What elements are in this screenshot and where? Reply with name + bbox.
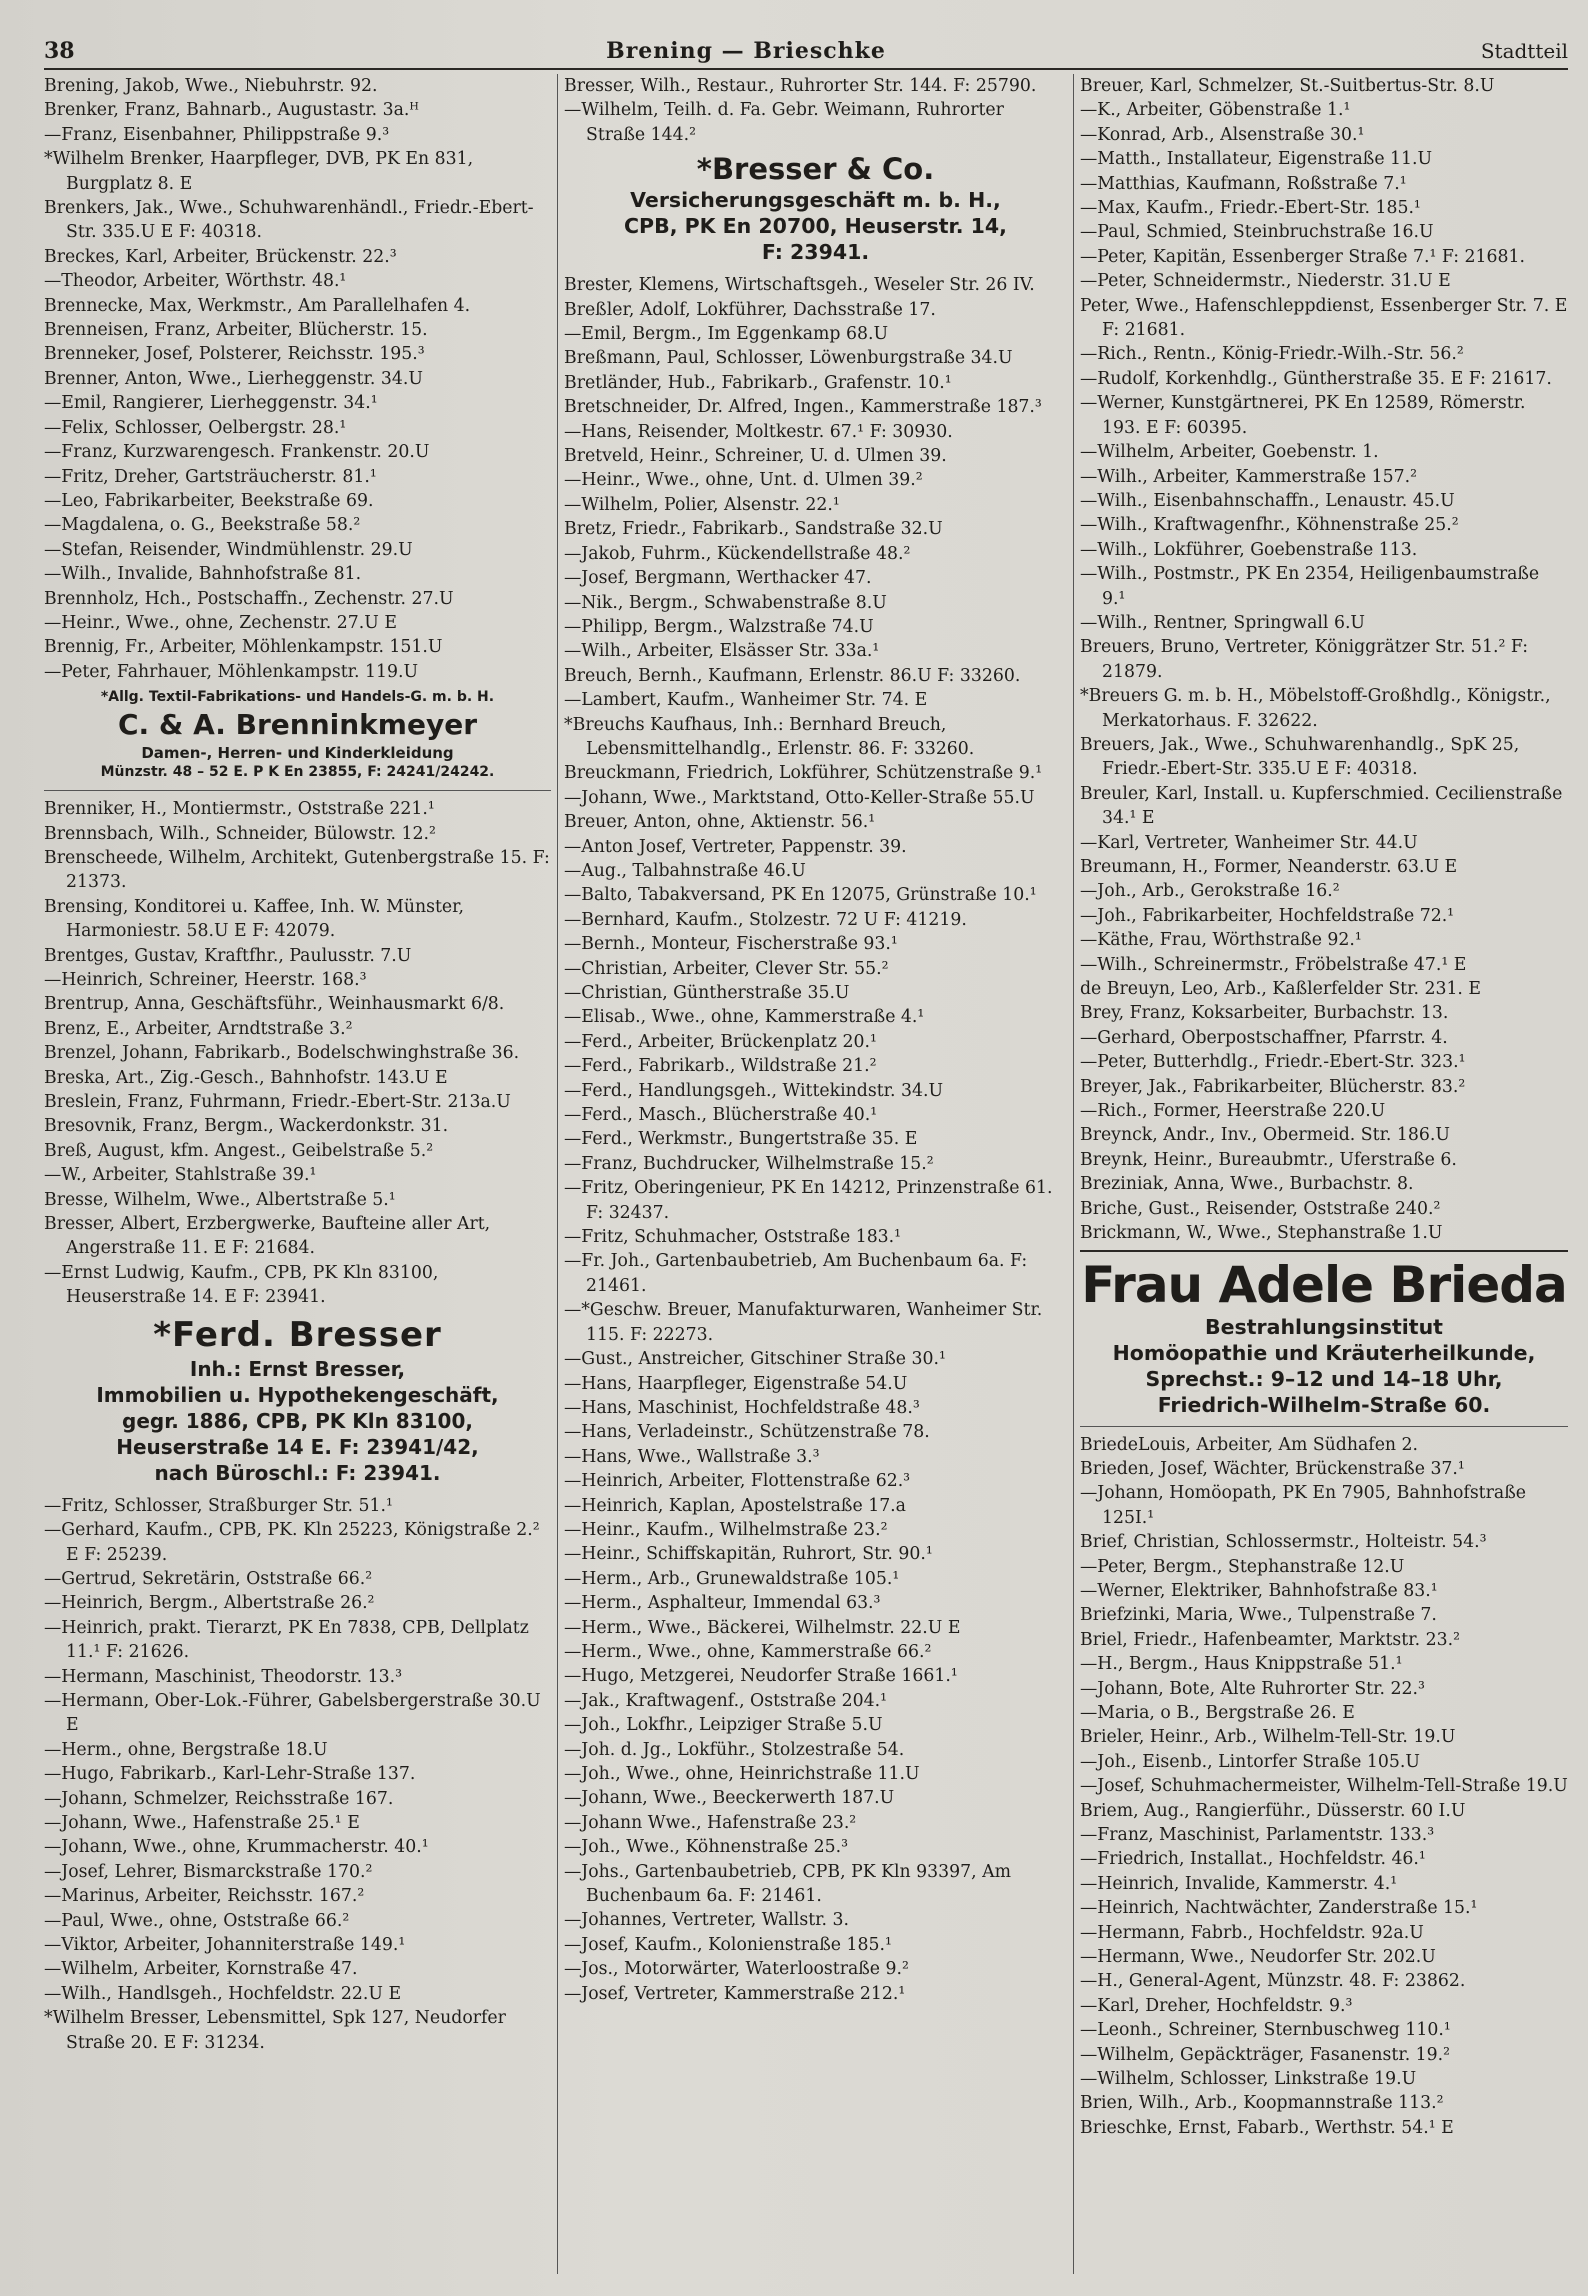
directory-entry: —Karl, Vertreter, Wanheimer Str. 44.U (1080, 832, 1418, 853)
directory-entry: BriedeLouis, Arbeiter, Am Südhafen 2. (1080, 1434, 1419, 1455)
directory-entry: —Wilhelm, Arbeiter, Kornstraße 47. (44, 1959, 358, 1980)
directory-entry: —Joh., Wwe., Köhnenstraße 25.³ (564, 1837, 849, 1858)
directory-entry: —Franz, Eisenbahner, Philippstraße 9.³ (44, 124, 390, 145)
directory-entry: —Heinr., Wwe., ohne, Zechenstr. 27.U E (44, 612, 397, 633)
directory-entry: —Karl, Dreher, Hochfeldstr. 9.³ (1080, 1995, 1353, 2016)
divider (44, 790, 551, 791)
directory-entry: —Wilh., Invalide, Bahnhofstraße 81. (44, 564, 362, 585)
directory-entry: Briem, Aug., Rangierführ., Düsserstr. 60 I.U (1080, 1800, 1466, 1821)
directory-entry: —Franz, Maschinist, Parlamentstr. 133.³ (1080, 1825, 1435, 1845)
directory-entry: —Werner, Elektriker, Bahnhofstraße 83.¹ (1080, 1580, 1438, 1601)
directory-entry: —Werner, Kunstgärtnerei, PK En 12589, Römerstr. 193. E F: 60395. (1080, 393, 1526, 438)
directory-entry: —Johann, Wwe., Marktstand, Otto-Keller-Straße 55.U (564, 787, 1035, 808)
advert-line: CPB, PK En 20700, Heuserstr. 14, (624, 214, 1007, 239)
directory-entry: Briel, Friedr., Hafenbeamter, Marktstr. 23.² (1080, 1629, 1461, 1650)
directory-entry: —Josef, Kaufm., Kolonienstraße 185.¹ (564, 1934, 892, 1955)
directory-entry: —Käthe, Frau, Wörthstraße 92.¹ (1080, 930, 1362, 951)
advert-line: Bestrahlungsinstitut (1204, 1314, 1443, 1339)
directory-entry: —Peter, Kapitän, Essenberger Straße 7.¹ F: 21681. (1080, 246, 1526, 267)
directory-entry: —Leo, Fabrikarbeiter, Beekstraße 69. (44, 490, 374, 511)
directory-entry: —Wilhelm, Gepäckträger, Fasanenstr. 19.² (1080, 2044, 1451, 2065)
directory-entry: —Wilh., Handlsgeh., Hochfeldstr. 22.U E (44, 1983, 402, 2004)
advert-ferd-bresser (44, 1314, 551, 1486)
directory-entry: —Joh., Arb., Gerokstraße 16.² (1080, 881, 1340, 902)
directory-entry: —Joh., Lokfhr., Leipziger Straße 5.U (564, 1715, 883, 1736)
directory-entry: Peter, Wwe., Hafenschleppdienst, Essenberger Str. 7. E F: 21681. (1080, 295, 1568, 341)
directory-entry: Breynck, Andr., Inv., Obermeid. Str. 186.U (1080, 1125, 1450, 1146)
entry-list (1080, 1433, 1568, 2141)
directory-entry: Brenkers, Jak., Wwe., Schuhwarenhändl., Friedr.-Ebert-Str. 335.U E F: 40318. (44, 198, 534, 243)
directory-entry: —Christian, Güntherstraße 35.U (564, 983, 850, 1003)
directory-entry: —*Geschw. Breuer, Manufakturwaren, Wanheimer Str. 115. F: 22273. (564, 1300, 1043, 1345)
directory-entry: *Breuchs Kaufhaus, Inh.: Bernhard Breuch, Lebensmittelhandlg., Erlenstr. 86. F: 33260. (564, 714, 975, 759)
directory-entry: Breßmann, Paul, Schlosser, Löwenburgstraße 34.U (564, 348, 1013, 369)
directory-entry: —Gertrud, Sekretärin, Oststraße 66.² (44, 1568, 373, 1589)
directory-entry: —Josef, Vertreter, Kammerstraße 212.¹ (564, 1983, 906, 2004)
directory-entry: —Friedrich, Installat., Hochfeldstr. 46.¹ (1080, 1849, 1426, 1870)
directory-entry: Bretländer, Hub., Fabrikarb., Grafenstr. 10.¹ (564, 372, 952, 393)
directory-entry: —Hans, Maschinist, Hochfeldstraße 48.³ (564, 1397, 920, 1418)
directory-entry: —Anton Josef, Vertreter, Pappenstr. 39. (564, 836, 907, 857)
directory-entry: —Joh., Fabrikarbeiter, Hochfeldstraße 72.¹ (1080, 905, 1455, 926)
advert-address: Münzstr. 48 – 52 E. P K En 23855, F: 24241/24242. (100, 764, 495, 781)
directory-entry: —Jak., Kraftwagenf., Oststraße 204.¹ (564, 1690, 888, 1711)
directory-entry: —Josef, Schuhmachermeister, Wilhelm-Tell-Straße 19.U (1080, 1776, 1568, 1797)
directory-entry: —Josef, Lehrer, Bismarckstraße 170.² (44, 1861, 373, 1882)
directory-entry: —Heinrich, Schreiner, Heerstr. 168.³ (44, 970, 367, 990)
directory-entry: Breuler, Karl, Install. u. Kupferschmied. Cecilienstraße 34.¹ E (1080, 783, 1563, 829)
directory-entry: —Magdalena, o. G., Beekstraße 58.² (44, 515, 361, 536)
advert-bresser-co (564, 151, 1067, 265)
directory-entry: —Wilhelm, Polier, Alsenstr. 22.¹ (564, 494, 840, 515)
directory-entry: *Breuers G. m. b. H., Möbelstoff-Großhdlg., Königstr., Merkatorhaus. F. 32622. (1080, 686, 1551, 731)
directory-entry: —Joh., Wwe., ohne, Heinrichstraße 11.U (564, 1764, 920, 1784)
advert-name: C. & A. Brenninkmeyer (117, 708, 478, 742)
directory-entry: Brester, Klemens, Wirtschaftsgeh., Weseler Str. 26 IV. (564, 275, 1035, 296)
directory-entry: —Herm., Asphalteur, Immendal 63.³ (564, 1593, 881, 1614)
directory-entry: —Wilh., Arbeiter, Kammerstraße 157.² (1080, 466, 1418, 487)
directory-entry: —Herm., ohne, Bergstraße 18.U (44, 1739, 328, 1760)
directory-entry: Brenniker, H., Montiermstr., Oststraße 221.¹ (44, 799, 435, 820)
directory-entry: —Rudolf, Korkenhdlg., Güntherstraße 35. E F: 21617. (1080, 368, 1552, 389)
directory-entry: —Christian, Arbeiter, Clever Str. 55.² (564, 958, 889, 979)
directory-entry: —K., Arbeiter, Göbenstraße 1.¹ (1080, 100, 1351, 121)
directory-entry: Breßler, Adolf, Lokführer, Dachsstraße 17. (564, 299, 936, 320)
directory-entry: —Paul, Wwe., ohne, Oststraße 66.² (44, 1910, 350, 1931)
directory-entry: —Fritz, Schuhmacher, Oststraße 183.¹ (564, 1227, 902, 1248)
directory-entry: Breuer, Karl, Schmelzer, St.-Suitbertus-Str. 8.U (1080, 76, 1495, 96)
entry-list (1080, 74, 1568, 1246)
directory-entry: —Peter, Schneidermstr., Niederstr. 31.U E (1080, 271, 1451, 292)
directory-entry: Breumann, H., Former, Neanderstr. 63.U E (1080, 857, 1458, 877)
directory-entry: —Herm., Wwe., ohne, Kammerstraße 66.² (564, 1641, 932, 1662)
column-3 (1074, 74, 1568, 2274)
directory-entry: Brenz, E., Arbeiter, Arndtstraße 3.² (44, 1018, 353, 1039)
directory-entry: —Jos., Motorwärter, Waterloostraße 9.² (564, 1959, 909, 1980)
columns (44, 74, 1568, 2274)
directory-entry: Breuers, Jak., Wwe., Schuhwarenhandlg., SpK 25, Friedr.-Ebert-Str. 335.U E F: 40318. (1080, 734, 1520, 780)
directory-entry: *Wilhelm Brenker, Haarpfleger, DVB, PK En 831, Burgplatz 8. E (44, 149, 474, 194)
divider (1080, 1426, 1568, 1427)
directory-entry: —Wilhelm, Schlosser, Linkstraße 19.U (1080, 2069, 1417, 2090)
advert-line: Versicherungsgeschäft m. b. H., (630, 188, 1001, 213)
directory-entry: —Stefan, Reisender, Windmühlenstr. 29.U (44, 539, 413, 560)
directory-entry: —Hugo, Fabrikarb., Karl-Lehr-Straße 137. (44, 1764, 416, 1785)
directory-entry: —Emil, Rangierer, Lierheggenstr. 34.¹ (44, 393, 378, 414)
directory-entry: —Fritz, Schlosser, Straßburger Str. 51.¹ (44, 1495, 393, 1516)
directory-entry: —Emil, Bergm., Im Eggenkamp 68.U (564, 324, 889, 345)
directory-entry: —Heinrich, prakt. Tierarzt, PK En 7838, CPB, Dellplatz 11.¹ F: 21626. (44, 1617, 529, 1663)
directory-entry: —Johann, Homöopath, PK En 7905, Bahnhofstraße 125I.¹ (1080, 1483, 1526, 1528)
directory-entry: —Jakob, Fuhrm., Kückendellstraße 48.² (564, 543, 911, 564)
directory-entry: Brey, Franz, Koksarbeiter, Burbachstr. 13. (1080, 1003, 1449, 1024)
directory-entry: Brening, Jakob, Wwe., Niebuhrstr. 92. (44, 76, 378, 96)
directory-entry: —Hans, Verladeinstr., Schützenstraße 78. (564, 1422, 930, 1443)
directory-entry: —Heinrich, Arbeiter, Flottenstraße 62.³ (564, 1471, 911, 1492)
advert-line: nach Büroschl.: F: 23941. (154, 1460, 441, 1485)
directory-entry: Briefzinki, Maria, Wwe., Tulpenstraße 7. (1080, 1605, 1437, 1626)
advert-top: *Allg. Textil-Fabrikations- und Handels-G. m. b. H. (100, 689, 495, 706)
directory-entry: —Johann Wwe., Hafenstraße 23.² (564, 1812, 857, 1833)
advert-line: Heuserstraße 14 E. F: 23941/42, (116, 1434, 479, 1459)
directory-entry: Brennecke, Max, Werkmstr., Am Parallelhafen 4. (44, 295, 471, 316)
directory-entry: —Konrad, Arb., Alsenstraße 30.¹ (1080, 124, 1365, 145)
directory-entry: —Wilh., Kraftwagenfhr., Köhnenstraße 25.² (1080, 515, 1459, 536)
directory-entry: Brenscheede, Wilhelm, Architekt, Gutenbergstraße 15. F: 21373. (44, 847, 550, 893)
directory-entry: Brief, Christian, Schlossermstr., Holteistr. 54.³ (1080, 1532, 1487, 1553)
directory-entry: —Ferd., Handlungsgeh., Wittekindstr. 34.U (564, 1080, 944, 1101)
directory-entry: —Josef, Bergmann, Werthacker 47. (564, 568, 872, 589)
directory-entry: —Bernh., Monteur, Fischerstraße 93.¹ (564, 934, 898, 955)
directory-entry: —Wilh., Lokführer, Goebenstraße 113. (1080, 539, 1418, 560)
entry-list (44, 1494, 551, 2055)
directory-entry: —Ferd., Masch., Blücherstraße 40.¹ (564, 1105, 878, 1126)
directory-entry: Brenzel, Johann, Fabrikarb., Bodelschwinghstraße 36. (44, 1043, 520, 1064)
directory-entry: Brenner, Anton, Wwe., Lierheggenstr. 34.U (44, 368, 423, 389)
directory-entry: —Gerhard, Kaufm., CPB, PK. Kln 25223, Königstraße 2.² E F: 25239. (44, 1520, 540, 1565)
directory-entry: Brentrup, Anna, Geschäftsführ., Weinhausmarkt 6/8. (44, 994, 505, 1015)
directory-entry: —Ernst Ludwig, Kaufm., CPB, PK Kln 83100, Heuserstraße 14. E F: 23941. (44, 1262, 439, 1308)
directory-entry: Bretschneider, Dr. Alfred, Ingen., Kammerstraße 187.³ (564, 397, 1042, 418)
directory-entry: —Theodor, Arbeiter, Wörthstr. 48.¹ (44, 271, 347, 292)
directory-entry: Brieschke, Ernst, Fabarb., Werthstr. 54.¹ E (1080, 2117, 1454, 2138)
directory-entry: Bresse, Wilhelm, Wwe., Albertstraße 5.¹ (44, 1189, 396, 1210)
directory-entry: —Heinr., Schiffskapitän, Ruhrort, Str. 90.¹ (564, 1544, 933, 1565)
page-number: 38 (44, 38, 75, 64)
directory-entry: —Hans, Wwe., Wallstraße 3.³ (564, 1446, 820, 1467)
directory-entry: Breuch, Bernh., Kaufmann, Erlenstr. 86.U F: 33260. (564, 665, 1021, 686)
divider (1080, 1250, 1568, 1252)
directory-entry: —Heinrich, Invalide, Kammerstr. 4.¹ (1080, 1873, 1398, 1894)
directory-entry: —Maria, o B., Bergstraße 26. E (1080, 1702, 1355, 1723)
directory-entry: —Wilh., Rentner, Springwall 6.U (1080, 612, 1365, 633)
advert-line: Homöopathie und Kräuterheilkunde, (1112, 1340, 1536, 1365)
directory-entry: Bretz, Friedr., Fabrikarb., Sandstraße 32.U (564, 519, 943, 540)
directory-entry: —Fritz, Oberingenieur, PK En 14212, Prinzenstraße 61. F: 32437. (564, 1178, 1053, 1223)
directory-entry: —Johann, Wwe., Beeckerwerth 187.U (564, 1788, 895, 1809)
directory-entry: Bresovnik, Franz, Bergm., Wackerdonkstr. 31. (44, 1116, 449, 1137)
directory-entry: de Breuyn, Leo, Arb., Kaßlerfelder Str. 231. E (1080, 979, 1482, 1000)
directory-entry: Brenneisen, Franz, Arbeiter, Blücherstr. 15. (44, 320, 428, 341)
directory-entry: —Fr. Joh., Gartenbaubetrieb, Am Buchenbaum 6a. F: 21461. (564, 1251, 1028, 1296)
column-1 (44, 74, 558, 2274)
directory-entry: —Wilh., Postmstr., PK En 2354, Heiligenbaumstraße 9.¹ (1080, 564, 1540, 609)
directory-entry: —Matth., Installateur, Eigenstraße 11.U (1080, 149, 1433, 170)
directory-entry: Brien, Wilh., Arb., Koopmannstraße 113.² (1080, 2093, 1444, 2114)
directory-entry: —Franz, Kurzwarengesch. Frankenstr. 20.U (44, 442, 430, 463)
advert-line: Inh.: Ernst Bresser, (189, 1356, 406, 1381)
directory-entry: —Johannes, Vertreter, Wallstr. 3. (564, 1910, 849, 1931)
directory-entry: Breuers, Bruno, Vertreter, Königgrätzer Str. 51.² F: 21879. (1080, 637, 1529, 682)
entry-list (564, 74, 1067, 147)
directory-entry: —Wilh., Schreinermstr., Fröbelstraße 47.¹ E (1080, 954, 1467, 975)
directory-entry: Brieler, Heinr., Arb., Wilhelm-Tell-Str. 19.U (1080, 1727, 1456, 1748)
advert-name: *Ferd. Bresser (153, 1314, 442, 1355)
directory-entry: —Ferd., Arbeiter, Brückenplatz 20.¹ (564, 1031, 877, 1052)
directory-entry: —Heinr., Wwe., ohne, Unt. d. Ulmen 39.² (564, 470, 923, 491)
directory-entry: —Hermann, Fabrb., Hochfeldstr. 92a.U (1080, 1922, 1424, 1943)
advert-line: gegr. 1886, CPB, PK Kln 83100, (122, 1408, 473, 1433)
directory-entry: —Joh., Eisenb., Lintorfer Straße 105.U (1080, 1751, 1420, 1772)
directory-entry: —Peter, Butterhdlg., Friedr.-Ebert-Str. 323.¹ (1080, 1052, 1466, 1073)
directory-entry: —Johann, Wwe., ohne, Krummacherstr. 40.¹ (44, 1837, 429, 1858)
column-2 (558, 74, 1074, 2274)
directory-entry: —Wilh., Arbeiter, Elsässer Str. 33a.¹ (564, 641, 880, 662)
directory-entry: —Wilhelm, Teilh. d. Fa. Gebr. Weimann, Ruhrorter Straße 144.² (564, 100, 1004, 145)
section-label: Stadtteil (1480, 39, 1568, 63)
directory-entry: Breziniak, Anna, Wwe., Burbachstr. 8. (1080, 1174, 1414, 1195)
directory-entry: Brennholz, Hch., Postschaffn., Zechenstr. 27.U (44, 588, 454, 609)
directory-entry: —Paul, Schmied, Steinbruchstraße 16.U (1080, 222, 1434, 243)
directory-entry: —Peter, Bergm., Stephanstraße 12.U (1080, 1556, 1405, 1577)
directory-entry: Brenker, Franz, Bahnarb., Augustastr. 3a.ᴴ (44, 100, 419, 121)
running-head: Brening — Brieschke (606, 38, 886, 64)
directory-entry: —Johann, Wwe., Hafenstraße 25.¹ E (44, 1812, 360, 1833)
directory-entry: Breynk, Heinr., Bureaubmtr., Uferstraße 6. (1080, 1149, 1457, 1170)
directory-entry: Breslein, Franz, Fuhrmann, Friedr.-Ebert-Str. 213a.U (44, 1092, 511, 1113)
advert-line: Immobilien u. Hypothekengeschäft, (96, 1382, 499, 1407)
directory-entry: —Fritz, Dreher, Gartsträucherstr. 81.¹ (44, 466, 377, 487)
directory-entry: —Johann, Schmelzer, Reichsstraße 167. (44, 1788, 394, 1809)
directory-entry: —H., General-Agent, Münzstr. 48. F: 23862. (1080, 1971, 1466, 1992)
directory-entry: —Johann, Bote, Alte Ruhrorter Str. 22.³ (1080, 1678, 1425, 1699)
directory-entry: —Ferd., Werkmstr., Bungertstraße 35. E (564, 1129, 918, 1150)
directory-entry: —Herm., Wwe., Bäckerei, Wilhelmstr. 22.U E (564, 1617, 961, 1638)
directory-entry: —Viktor, Arbeiter, Johanniterstraße 149.¹ (44, 1935, 406, 1955)
directory-entry: Brennsbach, Wilh., Schneider, Bülowstr. 12.² (44, 823, 436, 844)
directory-entry: Briche, Gust., Reisender, Oststraße 240.² (1080, 1198, 1441, 1219)
directory-entry: —Hans, Haarpfleger, Eigenstraße 54.U (564, 1373, 908, 1394)
directory-entry: —Lambert, Kaufm., Wanheimer Str. 74. E (564, 690, 928, 711)
directory-entry: —Hermann, Ober-Lok.-Führer, Gabelsbergerstraße 30.U E (44, 1690, 541, 1736)
directory-entry: Brensing, Konditorei u. Kaffee, Inh. W. Münster, Harmoniestr. 58.U E F: 42079. (44, 896, 465, 942)
advert-line: F: 23941. (761, 240, 870, 265)
directory-entry: Bretveld, Heinr., Schreiner, U. d. Ulmen 39. (564, 446, 947, 467)
directory-entry: —Felix, Schlosser, Oelbergstr. 28.¹ (44, 417, 347, 438)
entry-list (564, 273, 1067, 2006)
directory-entry: Brentges, Gustav, Kraftfhr., Paulusstr. 7.U (44, 945, 412, 966)
directory-entry: Bresser, Albert, Erzbergwerke, Baufteine aller Art, Angerstraße 11. E F: 21684. (44, 1214, 491, 1259)
directory-entry: —Heinr., Kaufm., Wilhelmstraße 23.² (564, 1519, 888, 1540)
directory-entry: —Gerhard, Oberpostschaffner, Pfarrstr. 4. (1080, 1027, 1448, 1048)
directory-entry: —Rich., Rentn., König-Friedr.-Wilh.-Str. 56.² (1080, 344, 1464, 365)
directory-entry: —Hugo, Metzgerei, Neudorfer Straße 1661.¹ (564, 1666, 958, 1687)
directory-entry: Breuckmann, Friedrich, Lokführer, Schützenstraße 9.¹ (564, 763, 1043, 784)
directory-entry: —Hans, Reisender, Moltkestr. 67.¹ F: 30930. (564, 421, 953, 442)
directory-entry: —Leonh., Schreiner, Sternbuschweg 110.¹ (1080, 2020, 1451, 2041)
directory-entry: Brickmann, W., Wwe., Stephanstraße 1.U (1080, 1223, 1443, 1244)
directory-entry: —W., Arbeiter, Stahlstraße 39.¹ (44, 1165, 317, 1186)
directory-entry: —Max, Kaufm., Friedr.-Ebert-Str. 185.¹ (1080, 198, 1421, 219)
directory-entry: —H., Bergm., Haus Knippstraße 51.¹ (1080, 1654, 1403, 1675)
directory-entry: —Heinrich, Bergm., Albertstraße 26.² (44, 1593, 375, 1614)
directory-entry: Breyer, Jak., Fabrikarbeiter, Blücherstr. 83.² (1080, 1076, 1466, 1097)
page-header (44, 38, 1568, 70)
directory-entry: —Heinrich, Nachtwächter, Zanderstraße 15.¹ (1080, 1898, 1478, 1919)
directory-entry: —Rich., Former, Heerstraße 220.U (1080, 1101, 1386, 1122)
directory-entry: —Peter, Fahrhauer, Möhlenkampstr. 119.U (44, 661, 419, 682)
entry-list (44, 74, 551, 684)
directory-entry: —Marinus, Arbeiter, Reichsstr. 167.² (44, 1886, 365, 1907)
directory-entry: —Franz, Buchdrucker, Wilhelmstraße 15.² (564, 1153, 934, 1174)
directory-entry: Bresser, Wilh., Restaur., Ruhrorter Str. 144. F: 25790. (564, 76, 1037, 96)
directory-entry: —Wilh., Eisenbahnschaffn., Lenaustr. 45.U (1080, 490, 1455, 511)
directory-entry: —Johs., Gartenbaubetrieb, CPB, PK Kln 93397, Am Buchenbaum 6a. F: 21461. (564, 1861, 1012, 1907)
directory-entry: Brennig, Fr., Arbeiter, Möhlenkampstr. 151.U (44, 637, 443, 658)
directory-entry: Brieden, Josef, Wächter, Brückenstraße 37.¹ (1080, 1458, 1465, 1479)
directory-entry: —Wilhelm, Arbeiter, Goebenstr. 1. (1080, 442, 1379, 463)
directory-entry: *Wilhelm Bresser, Lebensmittel, Spk 127, Neudorfer Straße 20. E F: 31234. (44, 2008, 506, 2053)
advert-line: Sprechst.: 9–12 und 14–18 Uhr, (1145, 1366, 1503, 1391)
directory-entry: —Matthias, Kaufmann, Roßstraße 7.¹ (1080, 173, 1407, 194)
directory-entry: Breß, August, kfm. Angest., Geibelstraße 5.² (44, 1140, 434, 1161)
directory-entry: Breska, Art., Zig.-Gesch., Bahnhofstr. 143.U E (44, 1067, 448, 1088)
directory-entry: Breuer, Anton, ohne, Aktienstr. 56.¹ (564, 812, 876, 833)
directory-entry: —Philipp, Bergm., Walzstraße 74.U (564, 616, 874, 637)
directory-entry: —Gust., Anstreicher, Gitschiner Straße 30.¹ (564, 1349, 946, 1370)
directory-entry: —Elisab., Wwe., ohne, Kammerstraße 4.¹ (564, 1007, 925, 1028)
directory-entry: Breckes, Karl, Arbeiter, Brückenstr. 22.³ (44, 246, 397, 267)
directory-entry: —Herm., Arb., Grunewaldstraße 105.¹ (564, 1568, 900, 1589)
directory-entry: —Ferd., Fabrikarb., Wildstraße 21.² (564, 1056, 877, 1077)
advert-name: Frau Adele Brieda (1081, 1255, 1567, 1314)
directory-entry: —Balto, Tabakversand, PK En 12075, Grünstraße 10.¹ (564, 885, 1037, 906)
directory-entry: —Joh. d. Jg., Lokführ., Stolzestraße 54. (564, 1739, 905, 1760)
advert-adele-brieda (1080, 1256, 1568, 1418)
directory-entry: Brenneker, Josef, Polsterer, Reichsstr. 195.³ (44, 344, 425, 365)
directory-entry: —Bernhard, Kaufm., Stolzestr. 72 U F: 41219. (564, 909, 967, 930)
entry-list (44, 797, 551, 1310)
advert-brenninkmeyer (44, 688, 551, 782)
advert-line: Damen-, Herren- und Kinderkleidung (141, 744, 454, 763)
directory-entry: —Hermann, Maschinist, Theodorstr. 13.³ (44, 1666, 403, 1687)
advert-line: Friedrich-Wilhelm-Straße 60. (1157, 1392, 1491, 1417)
advert-name: *Bresser & Co. (696, 152, 935, 187)
directory-entry: —Nik., Bergm., Schwabenstraße 8.U (564, 592, 887, 613)
directory-entry: —Aug., Talbahnstraße 46.U (564, 860, 806, 881)
directory-entry: —Heinrich, Kaplan, Apostelstraße 17.a (564, 1495, 906, 1516)
directory-entry: —Hermann, Wwe., Neudorfer Str. 202.U (1080, 1947, 1436, 1968)
